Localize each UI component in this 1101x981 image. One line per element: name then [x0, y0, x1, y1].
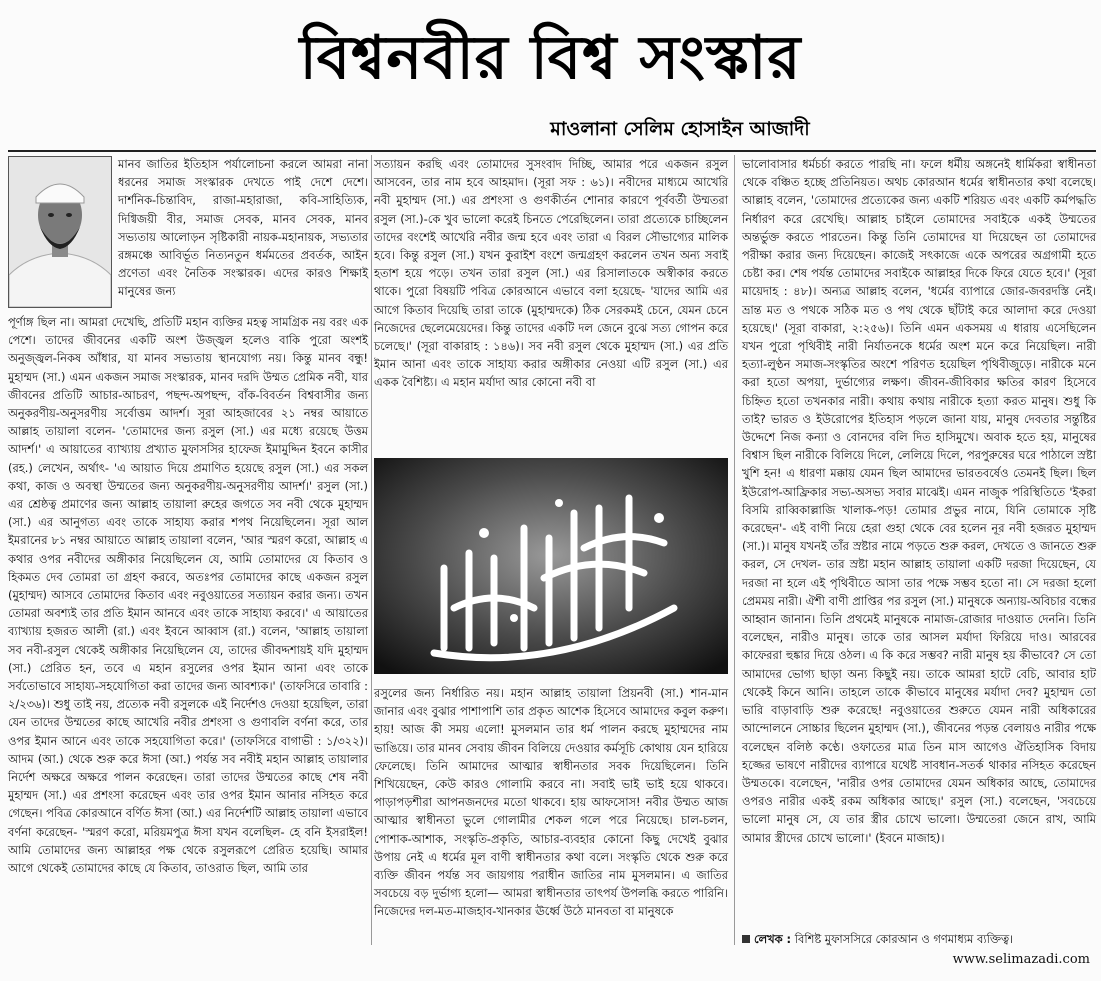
column-2-bottom	[374, 684, 728, 924]
bullet-square-icon	[742, 935, 750, 943]
column-1-body	[8, 313, 368, 923]
column-divider	[371, 155, 372, 945]
article-title: বিশ্বনবীর বিশ্ব সংস্কার	[299, 23, 802, 93]
paragraph: রসুলের জন্য নির্ধারিত নয়। মহান আল্লাহ তায়ালা প্রিয়নবী (সা.) শান-মান জানার এবং বুঝার পাশাপাশি তার প্রকৃত আশেক হিসেবে আমাদের কবুল করুণ। হায়! আজ কী সময় এলো! মুসলমান তার ধর্ম পালন করছে মুহাম্মদের নাম ভাঙিয়ে। তার মানব সেবায় জীবন বিলিয়ে দেওয়ার কর্মসূচি কোথায় যেন হারিয়ে ফেলেছে। তিনি আমাদের আত্মার স্বাধীনতার সবক দিয়েছিলেন। তিনি শিখিয়েছেন, কেউ কারও গোলামি করবে না। সবাই ভাই ভাই হয়ে থাকবে। পাড়াপড়শীরা আপনজনদের মতো থাকবে। হায় আফসোস! নবীর উম্মত আজ আত্মার স্বাধীনতা ভুলে গোলামীর শেকল গলে পরে নিয়েছে। চাল-চলন, পোশাক-আশাক, সংস্কৃতি-প্রকৃতি, আচার-ব্যবহার কোনো কিছু দেখেই বুঝার উপায় নেই এ ধর্মের মূল বাণী স্বাধীনতার কথা বলে। সংস্কৃতি থেকে শুরু করে ব্যক্তি জীবন পর্যন্ত সব জায়গায় পরাধীন জাতির নাম মুসলমান। এ জাতির সবচেয়ে বড় দুর্ভাগ্য হলো— আমরা স্বাধীনতার তাৎপর্য উপলব্ধি করতে পারিনি। নিজেদের দল-মত-মাজহাব-খানকার ঊর্ধ্বে উঠে মানবতা বা মানুষকে	[374, 686, 728, 919]
calligraphy-image	[374, 458, 728, 674]
author-bio: বিশিষ্ট মুফাসসিরে কোরআন ও গণমাধ্যম ব্যক্তিত্ব।	[794, 932, 1014, 946]
author-byline: মাওলানা সেলিম হোসাইন আজাদী	[550, 118, 810, 140]
author-photo	[8, 156, 112, 308]
column-divider	[734, 155, 735, 945]
arabic-calligraphy-icon	[374, 458, 728, 674]
column-2-top	[374, 155, 728, 451]
author-note	[742, 930, 1096, 948]
website-link[interactable]: www.selimazadi.com	[952, 952, 1090, 967]
column-1-intro	[118, 155, 368, 313]
header-divider	[8, 150, 1096, 152]
paragraph: মানব জাতির ইতিহাস পর্যালোচনা করলে আমরা নানা ধরনের সমাজ সংস্কারক দেখতে পাই দেশে দেশে। দার্শনিক-চিন্তাবিদ, রাজা-মহারাজা, কবি-সাহিত্যিক, দিগ্বিজয়ী বীর, সমাজ সেবক, মানব সেবক, মানব সভ্যতায় আলোড়ন সৃষ্টিকারী নায়ক-মহানায়ক, সভ্যতার রঙ্গমঞ্চে আবির্ভূত নিত্যনতুন ধর্মমতের প্রবর্তক, আইন প্রণেতা এবং নৈতিক সংস্কারক। এদের কারও শিক্ষাই মানুষের জন্য	[118, 157, 368, 299]
column-3	[742, 155, 1096, 925]
paragraph: ভালোবাসার ধর্মচর্চা করতে পারছি না। ফলে ধর্মীয় অঙ্গনেই ধার্মিকরা স্বাধীনতা থেকে বঞ্চিত হচ্ছে প্রতিনিয়ত। অথচ কোরআন ধর্মের স্বাধীনতার কথা বলেছে। আল্লাহ বলেন, 'তোমাদের প্রত্যেকের জন্য একটি শরিয়ত এবং একটি কর্মপদ্ধতি নির্ধারণ করে রেখেছি। আল্লাহ চাইলে তোমাদের সবাইকে একই উম্মতের অন্তর্ভুক্ত করতে পারতেন। কিন্তু তিনি তোমাদের যা দিয়েছেন তা তোমাদের পরীক্ষা করার জন্য দিয়েছেন। কাজেই সৎকাজে একে অপরের অগ্রগামী হতে চেষ্টা কর। শেষ পর্যন্ত তোমাদের সবাইকে আল্লাহর দিকে ফিরে যেতে হবে।' (সূরা মায়েদাহ : ৪৮)। অন্যত্র আল্লাহ বলেন, 'ধর্মের ব্যাপারে জোর-জবরদস্তি নেই। ভ্রান্ত মত ও পথকে সঠিক মত ও পথ থেকে ছাঁটাই করে আলাদা করে দেওয়া হয়েছে।' (সূরা বাকারা, ২:২৫৬)। তিনি এমন একসময় এ ধারায় এসেছিলেন যখন পুরো পৃথিবীই নারী নির্যাতনকে ধর্মের অংশ মনে করে নিয়েছিল। নারী হত্যা-লুণ্ঠন সমাজ-সংস্কৃতির অংশে পরিণত হয়েছিল পৃথিবীজুড়ে। নারীকে মনে করা হতো অপয়া, দুর্ভাগ্যের লক্ষণ। জীবন-জীবিকার ক্ষতির কারণ হিসেবে চিহ্নিত হতো তখনকার নারী। কথায় কথায় নারীকে হত্যা করত মানুষ। শুধু কি তাই? ভারত ও ইউরোপের ইতিহাস পড়লে জানা যায়, মানুষ দেবতার সন্তুষ্টির উদ্দেশে নিজ কন্যা ও বোনদের বলি দিত হাসিমুখে। অবাক হতে হয়, মানুষের বিশ্বাস ছিল নারীকে বিলিয়ে দিলে, লেলিয়ে দিলে, পরপুরুষের ঘরে পাঠালে স্রষ্টা খুশি হন! এ ধারণা মক্কায় যেমন ছিল আমাদের ভারতবর্ষেও তেমনই ছিল। ছিল ইউরোপ-আফ্রিকার সভ্য-অসভ্য সবার মাঝেই। এমন নাজুক পরিস্থিতিতে 'ইকরা বিসমি রাব্বিকাল্লাজি খালাক-পড়! তোমার প্রভুর নামে, যিনি তোমাকে সৃষ্টি করেছেন'- এই বাণী নিয়ে হেরা গুহা থেকে বের হলেন নূর নবী হজরত মুহাম্মদ (সা.)। মানুষ যখনই তাঁর স্রষ্টার নামে পড়তে শুরু করল, দেখতে ও জানতে শুরু করল, সে দেখল- তার স্রষ্টা মহান আল্লাহ তায়ালা একটি দরজা দিয়েছেন, যে দরজা না হলে এই পৃথিবীতে আসা তার পক্ষে সম্ভব হতো না। সে দরজা হলো প্রেমময় নারী। ঐশী বাণী প্রাপ্তির পর রসুল (সা.) মানুষকে অন্যায়-অবিচার বন্ধের আহ্বান জানান। তিনি প্রথমেই মানুষকে নামাজ-রোজার দাওয়াত দেননি। তিনি বলেছেন, নারীও মানুষ। তাকে তার আসল মর্যাদা ফিরিয়ে দাও। আরবের কাফেররা হুঙ্কার দিয়ে ওঠল। এ কি করে সম্ভব? নারী মানুষ হয় কীভাবে? সে তো আমাদের ভোগ্য ছাড়া অন্য কিছুই নয়। তাকে আমরা হাটে বেচি, আবার হাট থেকেই কিনে আনি। তাহলে তাকে কীভাবে মানুষের মর্যাদা দেব? মুহাম্মদ তো ভারি বাড়াবাড়ি শুরু করেছে! নবুওয়াতের শুরুতে যেমন নারী অধিকারের আন্দোলনে সোচ্চার ছিলেন মুহাম্মদ (সা.), জীবনের পড়ন্ত বেলায়ও নারীর পক্ষে বলেছেন বলিষ্ঠ কণ্ঠে। ওফাতের মাত্র তিন মাস আগেও ঐতিহাসিক বিদায় হজ্জের ভাষণে নারীদের ব্যাপারে যথেষ্ট সাবধান-সতর্ক থাকার নসিহত করেছেন উম্মতকে। বলেছেন, 'নারীর ওপর তোমাদের যেমন অধিকার আছে, তোমাদের ওপরও নারীর একই রকম অধিকার আছে।' রসুল (সা.) বলেছেন, 'সবচেয়ে ভালো মানুষ সে, যে তার স্ত্রীর চোখে ভালো। উম্মতেরা জেনে রাখ, আমি আমার স্ত্রীদের চোখে ভালো।' (ইবনে মাজাহ)।	[742, 157, 1096, 845]
paragraph: পূর্ণাঙ্গ ছিল না। আমরা দেখেছি, প্রতিটি মহান ব্যক্তির মহত্ব সামগ্রিক নয় বরং এক পেশে। তাদের জীবনের একটি অংশ উজ্জ্বল হলেও বাকি পুরো অংশই অনুজ্জ্বল-নিকষ আঁধার, যা মানব সভ্যতায় স্থানযোগ্য নয়। কিন্তু মানব বন্ধু! মুহাম্মদ (সা.) এমন একজন সমাজ সংস্কারক, মানব দরদি উম্মত প্রেমিক নবী, যার জীবনের প্রতিটি আচার-আচরণ, পছন্দ-অপছন্দ, বাঁক-বিবর্তন বিশ্ববাসীর জন্য অনুকরণীয়-অনুসরণীয় সর্বোত্তম আদর্শ। সূরা আহজাবের ২১ নম্বর আয়াতে আল্লাহ তায়ালা বলেন- 'তোমাদের জন্য রসুল (সা.) এর মধ্যে রয়েছে উত্তম আদর্শ।' এ আয়াতের ব্যাখ্যায় প্রখ্যাত মুফাসসির হাফেজ ইমামুদ্দিন ইবনে কাসীর (রহ.) লেখেন, অর্থাৎ- 'এ আয়াত দিয়ে প্রমাণিত হয়েছে রসুল (সা.) এর সকল কথা, কাজ ও অবস্থা উম্মতের জন্য অনুকরণীয়-অনুসরণীয় আদর্শ।' রসুল (সা.) এর শ্রেষ্ঠত্ব প্রমাণের জন্য আল্লাহ তায়ালা রুহের জগতে সব নবী থেকে মুহাম্মদ (সা.) এর আনুগত্য এবং তাকে সাহায্য করার শপথ নিয়েছিলেন। সূরা আল ইমরানের ৮১ নম্বর আয়াতে আল্লাহ তায়ালা বলেন, 'আর স্মরণ করো, আল্লাহ এ কথার ওপর নবীদের অঙ্গীকার নিয়েছিলেন যে, আমি তোমাদের যে কিতাব ও হিকমত দেব তোমরা তা গ্রহণ করবে, অতঃপর তোমাদের কাছে একজন রসুল (মুহাম্মদ) আসবে তোমাদের কিতাব এবং নবুওয়াতের সত্যায়ন করার জন্য। তখন তোমরা অবশ্যই তার প্রতি ইমান আনবে এবং তাকে সাহায্য করবে।' এ আয়াতের ব্যাখ্যায় হজরত আলী (রা.) এবং ইবনে আব্বাস (রা.) বলেন, 'আল্লাহ তায়ালা সব নবী-রসুল থেকেই অঙ্গীকার নিয়েছিলেন যে, তাদের জীবদ্দশায়ই যদি মুহাম্মদ (সা.) প্রেরিত হন, তবে এ মহান রসুলের ওপর ইমান আনা এবং তাকে সর্বতোভাবে সাহায্য-সহযোগিতা করা তাদের জন্য আবশ্যক।' (তাফসিরে তাবারি : ২/২৩৬)। শুধু তাই নয়, প্রত্যেক নবী রসুলকে এই নির্দেশও দেওয়া হয়েছিল, তারা যেন তাদের উম্মতের কাছে আখেরি নবীর প্রশংসা ও গুণাবলি বর্ণনা করে, তার ওপর ইমান আনে এবং তাকে সহযোগিতা করে।' (তাফসিরে বাগাভী : ১/৩২২)। আদম (আ.) থেকে শুরু করে ঈসা (আ.) পর্যন্ত সব নবীই মহান আল্লাহ তায়ালার নির্দেশ অক্ষরে অক্ষরে পালন করেছেন। তারা তাদের উম্মতের কাছে শেষ নবী মুহাম্মদ (সা.) এর প্রশংসা করেছেন এবং তার ওপর ইমান আনার নসিহত করে গেছেন। পবিত্র কোরআনে বর্ণিত ঈসা (আ.) এর নির্দেশটি আল্লাহ তায়ালা এভাবে বর্ণনা করেছেন- 'স্মরণ করো, মরিয়মপুত্র ঈসা যখন বলেছিল- হে বনি ইসরাইল! আমি তোমাদের জন্য আল্লাহর পক্ষ থেকে রসুলরূপে প্রেরিত হয়েছি। আমার আগে থেকেই তোমাদের কাছে যে কিতাব, তাওরাত ছিল, আমি তার	[8, 315, 368, 876]
portrait-photo-icon	[9, 157, 111, 307]
author-label: লেখক :	[754, 932, 792, 946]
paragraph: সত্যায়ন করছি এবং তোমাদের সুসংবাদ দিচ্ছি, আমার পরে একজন রসুল আসবেন, তার নাম হবে আহমাদ। (সূরা সফ : ৬১)। নবীদের মাধ্যমে আখেরি নবী মুহাম্মদ (সা.) এর প্রশংসা ও গুণকীর্তন শোনার কারণে পূর্ববর্তী উম্মতরা রসুল (সা.)-কে খুব ভালো করেই চিনতে পেরেছিলেন। তারা প্রত্যেকে চাচ্ছিলেন তাদের বংশেই আখেরি নবীর জন্ম হবে এবং তারা এ বিরল সৌভাগ্যের মালিক হবে। কিন্তু রসুল (সা.) যখন কুরাইশ বংশে জন্মগ্রহণ করলেন তখন অন্য সবাই হতাশ হয়ে পড়ে। তখন তারা রসুল (সা.) এর রিসালাতকে অস্বীকার করতে থাকে। পুরো বিষয়টি পবিত্র কোরআনে এভাবে বলা হয়েছে- 'যাদের আমি এর আগে কিতাব দিয়েছি তারা তাকে (মুহাম্মদকে) ঠিক সেরকমই চেনে, যেমন চেনে নিজেদের ছেলেমেয়েদের। কিন্তু তাদের একটি দল জেনে বুঝে সত্য গোপন করে চলেছে।' (সূরা বাকারাহ : ১৪৬)। সব নবী রসুল থেকে মুহাম্মদ (সা.) এর প্রতি ইমান আনা এবং তাকে সাহায্য করার অঙ্গীকার নেওয়া এটি রসুল (সা.) এর একক বৈশিষ্ট্য। এ মহান মর্যাদা আর কোনো নবী বা	[374, 157, 728, 390]
